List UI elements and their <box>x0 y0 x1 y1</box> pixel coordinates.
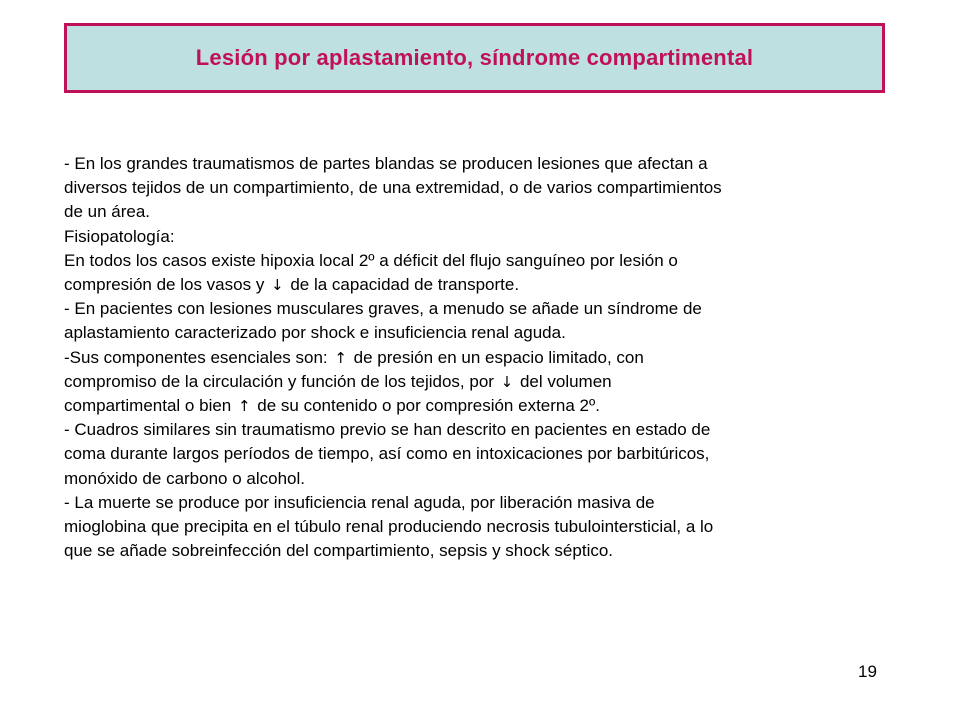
body-line: mioglobina que precipita en el túbulo renal produciendo necrosis tubulointersticial, a lo <box>64 517 714 537</box>
body-line <box>64 370 904 394</box>
body-line <box>64 273 904 297</box>
body-line-text: compromiso de la circulación y función de los tejidos, por <box>64 371 499 391</box>
body-line-text: de presión en un espacio limitado, con <box>348 347 644 367</box>
body-line-text: del volumen <box>515 371 612 391</box>
body-line: coma durante largos períodos de tiempo, así como en intoxicaciones por barbitúricos, <box>64 444 710 464</box>
body-line: - En los grandes traumatismos de partes blandas se producen lesiones que afectan a <box>64 154 708 173</box>
body-line: - En pacientes con lesiones musculares graves, a menudo se añade un síndrome de <box>64 299 702 319</box>
slide-title-box <box>64 23 885 93</box>
body-line: - Cuadros similares sin traumatismo previo se han descrito en pacientes en estado de <box>64 420 711 440</box>
body-line: - La muerte se produce por insuficiencia renal aguda, por liberación masiva de <box>64 492 655 512</box>
slide-title: Lesión por aplastamiento, síndrome compartimental <box>195 45 754 70</box>
up-arrow-icon: ↑ <box>334 348 347 367</box>
body-line: diversos tejidos de un compartimiento, de una extremidad, o de varios compartimientos <box>64 178 722 198</box>
body-line <box>64 394 904 418</box>
body-line-text: compartimental o bien <box>64 396 236 416</box>
body-line-text: de la capacidad de transporte. <box>285 275 520 295</box>
body-line-text: de su contenido o por compresión externa 2º. <box>252 396 600 416</box>
body-line-text: -Sus componentes esenciales son: <box>64 347 333 367</box>
body-line-subheading: Fisiopatología: <box>64 226 175 246</box>
body-line-text: compresión de los vasos y <box>64 275 270 295</box>
body-line: que se añade sobreinfección del compartimiento, sepsis y shock séptico. <box>64 541 614 561</box>
body-line: monóxido de carbono o alcohol. <box>64 468 305 488</box>
up-arrow-icon: ↑ <box>237 397 251 416</box>
body-line: de un área. <box>64 202 151 222</box>
body-line <box>64 346 904 370</box>
body-line: En todos los casos existe hipoxia local 2º a déficit del flujo sanguíneo por lesión o <box>64 250 678 270</box>
down-arrow-icon: ↓ <box>500 372 514 391</box>
body-line: aplastamiento caracterizado por shock e insuficiencia renal aguda. <box>64 323 566 343</box>
down-arrow-icon: ↓ <box>271 276 284 295</box>
page-number: 19 <box>858 662 877 681</box>
slide-body <box>64 152 904 563</box>
